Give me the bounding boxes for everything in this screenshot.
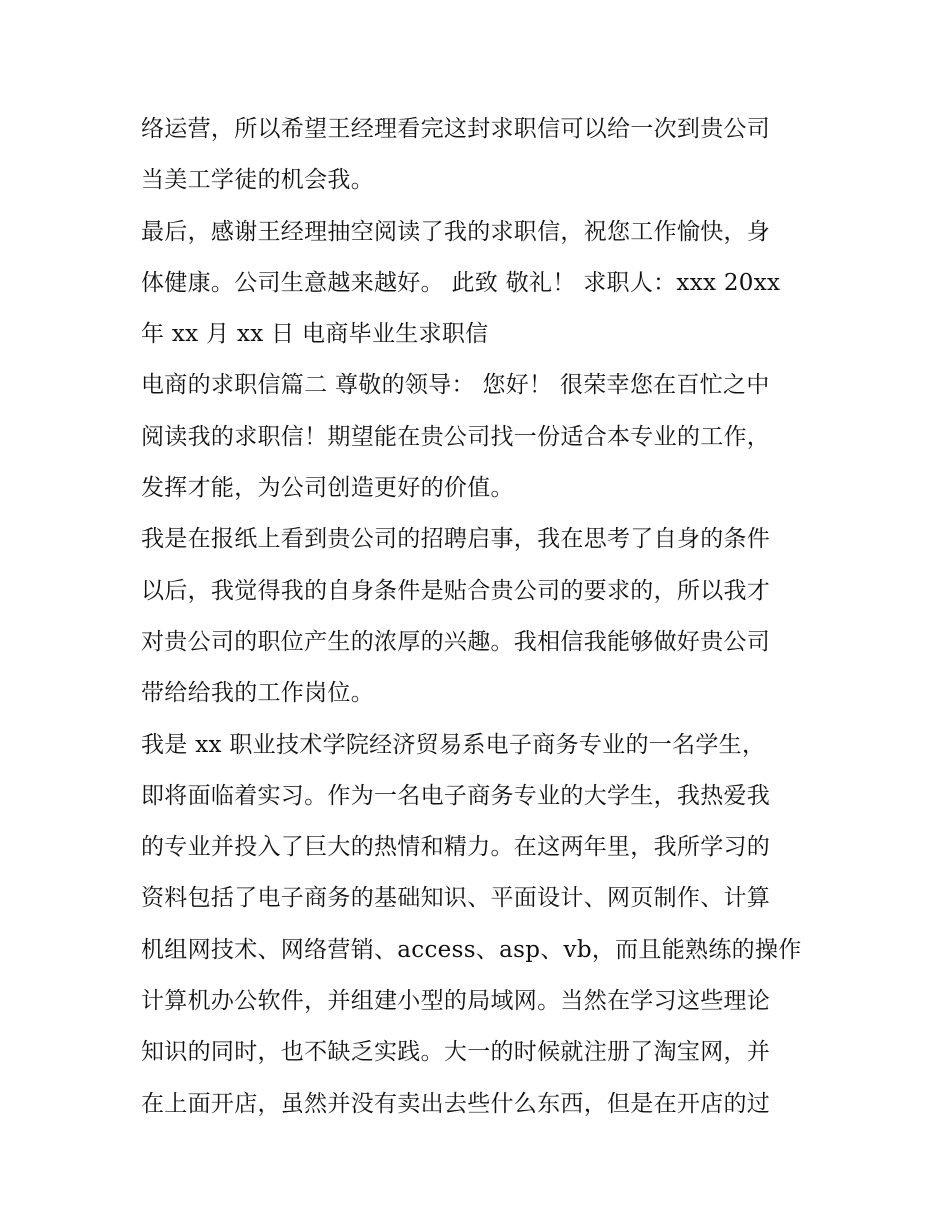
text-line: 资料包括了电子商务的基础知识、平面设计、网页制作、计算 xyxy=(141,885,771,912)
text-line: 即将面临着实习。作为一名电子商务专业的大学生，我热爱我 xyxy=(141,782,771,809)
letter-body xyxy=(141,104,821,1130)
text-line: 在上面开店，虽然并没有卖出去些什么东西，但是在开店的过 xyxy=(141,1090,771,1117)
text-line: 机组网技术、网络营销、access、asp、vb，而且能熟练的操作 xyxy=(141,936,802,963)
text-line: 我是在报纸上看到贵公司的招聘启事，我在思考了自身的条件 xyxy=(141,526,771,553)
text-line: 最后，感谢王经理抽空阅读了我的求职信，祝您工作愉快，身 xyxy=(141,218,771,245)
text-line: 电商的求职信篇二 尊敬的领导： 您好！ 很荣幸您在百忙之中 xyxy=(141,372,770,399)
text-line: 对贵公司的职位产生的浓厚的兴趣。我相信我能够做好贵公司 xyxy=(141,628,771,655)
text-line: 发挥才能，为公司创造更好的价值。 xyxy=(141,475,514,502)
text-line: 以后，我觉得我的自身条件是贴合贵公司的要求的，所以我才 xyxy=(141,577,771,604)
text-line: 络运营，所以希望王经理看完这封求职信可以给一次到贵公司 xyxy=(141,116,771,142)
text-line: 计算机办公软件，并组建小型的局域网。当然在学习这些理论 xyxy=(141,988,771,1015)
text-line: 当美工学徒的机会我。 xyxy=(141,167,374,194)
text-line: 我是 xx 职业技术学院经济贸易系电子商务专业的一名学生， xyxy=(141,731,766,758)
text-line: 带给给我的工作岗位。 xyxy=(141,680,374,707)
text-line: 阅读我的求职信！期望能在贵公司找一份适合本专业的工作， xyxy=(141,423,771,450)
text-line: 年 xx 月 xx 日 电商毕业生求职信 xyxy=(141,321,489,348)
text-line: 知识的同时，也不缺乏实践。大一的时候就注册了淘宝网，并 xyxy=(141,1039,771,1066)
text-line: 的专业并投入了巨大的热情和精力。在这两年里，我所学习的 xyxy=(141,834,771,861)
text-line: 体健康。公司生意越来越好。 此致 敬礼！ 求职人：xxx 20xx xyxy=(141,269,781,296)
